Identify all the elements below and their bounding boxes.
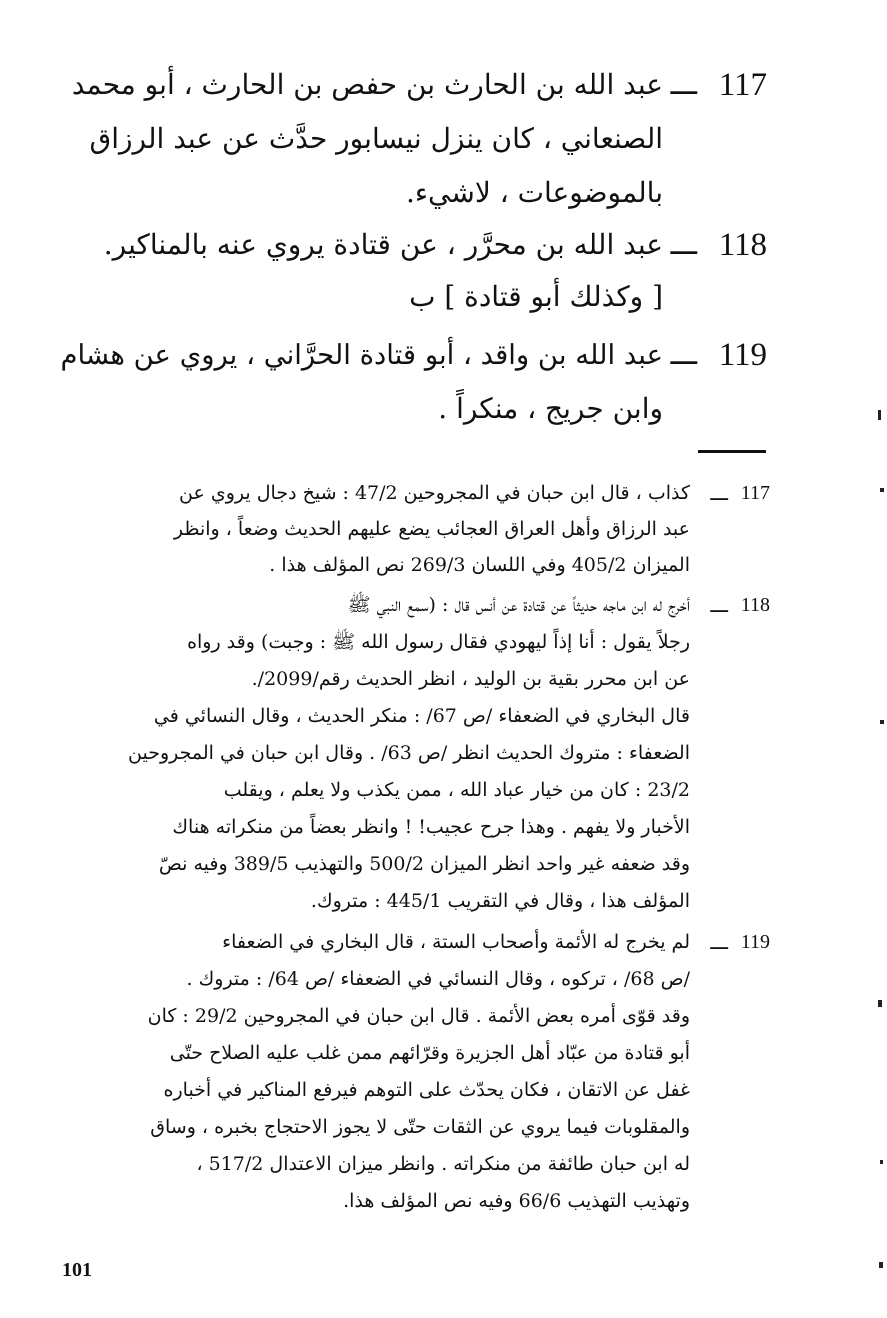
footnote-118	[60, 588, 770, 918]
footnote-line: أخرج له ابن ماجه حديثاً عن قتادة عن أنس قال : (سمع النبي ﷺ	[347, 594, 690, 616]
scan-speck	[880, 488, 884, 492]
footnote-number: 119	[740, 931, 770, 953]
footnote-line: رجلاً يقول : أنا إذاً ليهودي فقال رسول الله ﷺ : وجبت) وقد رواه	[187, 631, 690, 653]
page-number: 101	[62, 1259, 92, 1281]
footnote-line: الميزان 405/2 وفي اللسان 269/3 نص المؤلف هذا .	[269, 554, 690, 576]
entry-line: وابن جريج ، منكراً .	[438, 392, 663, 425]
scan-speck	[879, 1262, 883, 1268]
footnote-separator	[698, 450, 766, 453]
footnote-number: 118	[740, 594, 770, 616]
entry-dash: ـــ	[670, 227, 697, 262]
footnote-dash: ـــ	[710, 593, 728, 617]
entry-dash: ـــ	[670, 67, 697, 102]
footnote-line: له ابن حبان طائفة من منكراته . وانظر ميزان الاعتدال 517/2 ،	[196, 1153, 690, 1175]
entry-number: 119	[718, 337, 767, 373]
entry-line: عبد الله بن الحارث بن حفص بن الحارث ، أبو محمد	[71, 68, 663, 101]
footnote-119	[60, 925, 770, 1225]
footnote-line: عن ابن محرر بقية بن الوليد ، انظر الحديث رقم/2099/.	[251, 668, 690, 690]
entry-118	[60, 220, 785, 330]
entry-117	[60, 60, 785, 220]
entry-line: الصنعاني ، كان ينزل نيسابور حدَّث عن عبد الرزاق	[89, 122, 663, 155]
scan-speck	[878, 410, 881, 420]
entry-line: بالموضوعات ، لاشيء.	[405, 176, 663, 209]
scan-speck	[880, 720, 884, 724]
scan-speck	[880, 1160, 883, 1164]
entry-number: 118	[718, 227, 767, 263]
entry-line: عبد الله بن محرَّر ، عن قتادة يروي عنه بالمناكير.	[103, 228, 663, 261]
footnote-line: غفل عن الاتقان ، فكان يحدّث على التوهم فيرفع المناكير في أخباره	[163, 1079, 690, 1101]
entry-dash: ـــ	[670, 337, 697, 372]
footnote-117	[60, 476, 770, 586]
footnote-line: المؤلف هذا ، وقال في التقريب 445/1 : متروك.	[310, 890, 690, 912]
footnote-line: كذاب ، قال ابن حبان في المجروحين 47/2 : شيخ دجال يروي عن	[179, 482, 690, 504]
entry-line: [ وكذلك أبو قتادة ] ب	[409, 280, 663, 313]
footnote-line: وقد ضعفه غير واحد انظر الميزان 500/2 والتهذيب 389/5 وفيه نصّ	[158, 853, 690, 875]
footnote-line: وقد قوّى أمره بعض الأئمة . قال ابن حبان في المجروحين 29/2 : كان	[147, 1005, 690, 1027]
entry-line: عبد الله بن واقد ، أبو قتادة الحرَّاني ، يروي عن هشام	[60, 339, 663, 371]
footnote-line: عبد الرزاق وأهل العراق العجائب يضع عليهم الحديث وضعاً ، وانظر	[173, 518, 690, 540]
footnote-line: 23/2 : كان من خيار عباد الله ، ممن يكذب ولا يعلم ، ويقلب	[223, 779, 690, 801]
entry-119	[60, 330, 785, 440]
footnote-dash: ـــ	[710, 481, 728, 505]
footnote-line: الأخبار ولا يفهم . وهذا جرح عجيب! ! وانظر بعضاً من منكراته هناك	[172, 816, 690, 838]
footnote-number: 117	[740, 482, 770, 504]
entry-number: 117	[718, 67, 767, 103]
footnote-line: أبو قتادة من عبّاد أهل الجزيرة وقرّائهم ممن غلب عليه الصلاح حتّى	[169, 1042, 690, 1064]
footnote-line: وتهذيب التهذيب 66/6 وفيه نص المؤلف هذا.	[343, 1190, 690, 1212]
footnote-dash: ـــ	[710, 930, 728, 954]
footnote-line: لم يخرج له الأئمة وأصحاب الستة ، قال البخاري في الضعفاء	[222, 931, 690, 953]
footnote-line: قال البخاري في الضعفاء /ص 67/ : منكر الحديث ، وقال النسائي في	[153, 705, 690, 727]
footnote-line: والمقلوبات فيما يروي عن الثقات حتّى لا يجوز الاحتجاج بخبره ، وساق	[150, 1116, 690, 1138]
footnote-line: /ص 68/ ، تركوه ، وقال النسائي في الضعفاء /ص 64/ : متروك .	[186, 968, 690, 990]
footnote-line: الضعفاء : متروك الحديث انظر /ص 63/ . وقال ابن حبان في المجروحين	[128, 742, 690, 764]
scan-speck	[878, 1000, 882, 1007]
